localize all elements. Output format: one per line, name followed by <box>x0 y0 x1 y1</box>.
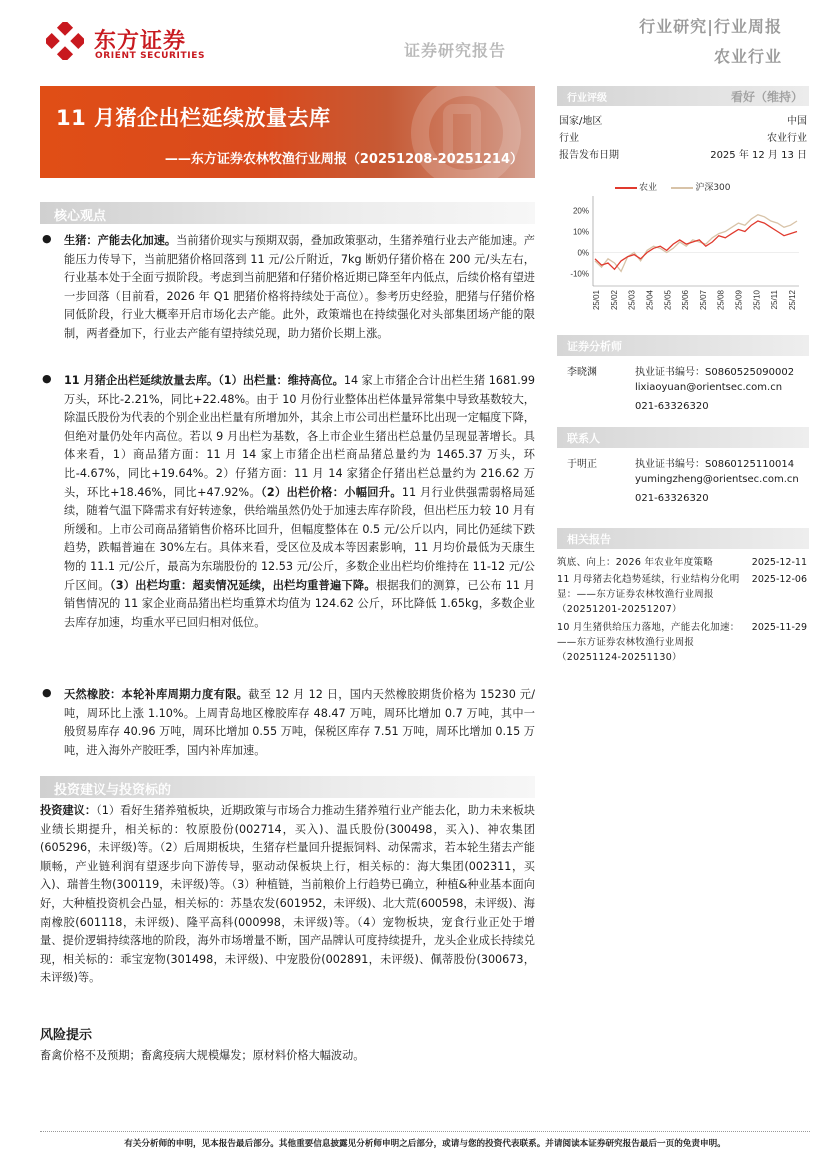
core-views-label: 核心观点 <box>54 209 107 224</box>
title-banner <box>40 86 535 178</box>
info-value: 2025 年 12 月 13 日 <box>710 150 807 161</box>
legend-swatch <box>671 187 693 189</box>
brand-logo-icon <box>46 22 84 60</box>
info-key: 国家/地区 <box>559 116 603 127</box>
x-tick-label: 25/05 <box>663 290 673 311</box>
bullet-lead: （3）出栏均重：超卖情况延续，出栏均重普遍下降。 <box>109 578 376 592</box>
series-line-沪深300 <box>595 215 797 272</box>
x-tick-label: 25/11 <box>770 290 780 310</box>
invest-label: 投资建议与投资标的 <box>54 783 172 798</box>
related-report-date: 2025-12-06 <box>751 574 807 585</box>
contact-block <box>557 427 809 517</box>
core-views-header <box>40 202 535 224</box>
bullet-text <box>64 232 535 344</box>
info-key: 行业 <box>559 133 579 144</box>
y-tick-label: -10% <box>570 269 589 279</box>
bullet-dot-icon: ● <box>42 232 52 245</box>
invest-paragraph <box>40 802 535 988</box>
bullet-slaughter <box>40 372 535 678</box>
analyst-name: 李晓渊 <box>567 367 597 378</box>
related-report-title[interactable]: 10 月生猪供给压力落地，产能去化加速：——东方证券农林牧渔行业周报（20251124-20251130） <box>557 622 740 663</box>
rating-label: 行业评级 <box>567 93 607 104</box>
footer-disclaimer: 有关分析师的申明，见本报告最后部分。其他重要信息披露见分析师申明之后部分，或请与您的投资代表联系。并请阅读本证券研究报告最后一页的免责申明。 <box>124 1139 726 1149</box>
report-category: 行业研究|行业周报 <box>639 17 782 36</box>
related-report-item[interactable] <box>557 572 809 620</box>
x-tick-label: 25/02 <box>609 290 619 311</box>
contact-header <box>557 427 809 448</box>
y-tick-label: 20% <box>572 206 589 216</box>
bullet-body: 14 家上市猪企合计出栏生猪 1681.99 万头，环比-2.21%，同比+22.48%。由于 10 月份行业整体出栏体量异常集中导致基数较大，除温氏股份为代表的个别企业出栏量有所增加外，其余上市公司出栏量环比出现一定幅度下降，但绝对量仍处年内高位。若以 9 月出栏为基数，各上市企业生猪出栏总量仍呈现显著增长。具体来看，1）商品猪方面：11 月 14 家上市猪企出栏商品猪总量约为 1465.37 万头，环比-4.67%，同比+19.64%。2）仔猪方面：11 月 14 家猪企仔猪出栏总量约为 216.62 万头，环比+18.46%，同比+47.92%。 <box>64 374 535 499</box>
bullet-lead: 天然橡胶：本轮补库周期力度有限。 <box>64 688 249 701</box>
rating-value: 看好（维持） <box>730 90 803 104</box>
y-tick-label: 10% <box>572 227 589 237</box>
related-report-item[interactable] <box>557 555 809 572</box>
invest-body: （1）看好生猪养殖板块，近期政策与市场合力推动生猪养殖行业产能去化，助力未来板块业绩长期提升，相关标的：牧原股份(002714，买入)、温氏股份(300498，买入)、神农集团(605296，未评级)等。（2）后周期板块，生猪存栏量回升提振饲料、动保需求，若本轮生猪去产能顺畅，产业链利润有望逐步向下游传导，驱动动保板块上行，相关标的：海大集团(002311，买入)、瑞普生物(300119，未评级)等。（3）种植链，当前粮价上行趋势已确立，种植&种业基本面向好，大种植投资机会凸显，相关标的：苏垦农发(601952，未评级)、北大荒(600598，未评级)、海南橡胶(601118，未评级)、隆平高科(000998，未评级)等。（4）宠物板块，宠食行业正处于增量、提价逻辑持续落地的阶段，海外市场增量不断，国产品牌认可度持续提升，龙头企业成长持续兑现，相关标的：乖宝宠物(301498，未评级)、中宠股份(002891，未评级)、佩蒂股份(300673，未评级)等。 <box>40 804 535 985</box>
x-tick-label: 25/01 <box>592 290 601 311</box>
bullet-body: 根据我们的测算，已公布 11 月销售情况的 11 家企业商品猪出栏均重算术均值为 124.62 公斤，环比降低 1.65kg，多数企业去库存加速，均重水平已回归相对低位。 <box>64 578 535 629</box>
info-key: 报告发布日期 <box>559 150 619 161</box>
info-row <box>557 127 809 144</box>
report-subtitle: ——东方证券农林牧渔行业周报（20251208-20251214） <box>164 152 523 167</box>
info-value: 农业行业 <box>767 133 807 144</box>
analyst-phone: 021-63326320 <box>635 401 709 412</box>
related-reports <box>557 528 809 668</box>
page-header <box>0 0 826 78</box>
bullet-body: 11 月行业供强需弱格局延续，随着气温下降需求有好转迹象，供给端虽然仍处于加速去库存阶段，但出栏压力较 10 月有所缓和。上市公司商品猪销售价格环比回升，但幅度整体在 0.5 元/公斤以内，同比仍延续下跌趋势，跌幅普遍在 30%左右。具体来看，受区位及成本等因素影响，11 月均价最低为天康生物的 11.1 元/公斤，最高为东瑞股份的 12.53 元/公斤，多数企业出栏均价维持在 11-12 元/公斤区间。 <box>64 485 536 592</box>
chart-legend <box>615 180 731 193</box>
footer-divider <box>40 1131 810 1132</box>
bullet-text <box>64 686 535 760</box>
invest-header <box>40 776 535 798</box>
x-tick-label: 25/03 <box>627 290 637 311</box>
analyst-cert: 执业证书编号：S0860525090002 <box>635 367 795 378</box>
related-report-title[interactable]: 11 月母猪去化趋势延续，行业结构分化明显：——东方证券农林牧渔行业周报（20251201-20251207） <box>557 574 740 615</box>
legend-label: 沪深300 <box>695 183 731 193</box>
related-report-item[interactable] <box>557 620 809 668</box>
related-report-title[interactable]: 筑底、向上：2026 年农业年度策略 <box>557 557 714 568</box>
performance-chart <box>557 176 809 324</box>
info-row <box>557 144 809 161</box>
chart-canvas <box>557 176 809 324</box>
x-tick-label: 25/04 <box>645 290 655 311</box>
x-tick-label: 25/12 <box>788 290 797 311</box>
rating-panel <box>557 86 809 161</box>
contact-email[interactable]: yumingzheng@orientsec.com.cn <box>635 474 799 485</box>
analyst-header-label: 证券分析师 <box>567 340 622 353</box>
report-title: 11 月猪企出栏延续放量去库 <box>56 106 331 130</box>
info-row <box>557 110 809 127</box>
contact-phone: 021-63326320 <box>635 493 709 504</box>
bullet-lead: 11 月猪企出栏延续放量去库。（1）出栏量：维持高位。 <box>64 374 344 387</box>
invest-lead: 投资建议： <box>40 804 97 817</box>
x-tick-label: 25/08 <box>716 290 726 311</box>
report-industry: 农业行业 <box>713 47 782 66</box>
brand-name-cn: 东方证券 <box>94 29 187 54</box>
x-tick-label: 25/07 <box>698 290 708 311</box>
bullet-dot-icon: ● <box>42 372 52 385</box>
rating-header <box>557 86 809 106</box>
info-value: 中国 <box>787 116 807 127</box>
contact-name: 于明正 <box>567 459 597 470</box>
bullet-body: 当前猪价现实与预期双弱，叠加政策驱动，生猪养殖行业去产能加速。产能压力传导下，当前肥猪价格回落到 11 元/公斤附近，7kg 断奶仔猪价格在 200 元/头左右，行业基本处于全面亏损阶段。考虑到当前肥猪和仔猪价格近期已降至年内低点，后续价格有望进一步回落（目前看，2026 年 Q1 肥猪价格将持续处于高位）。参考历史经验，肥猪与仔猪价格同低阶段，行业大概率开启市场化去产能。此外，政策端也在持续强化对头部集团场产能的限制，两者叠加下，行业去产能有望持续兑现，助力猪价长期上涨。 <box>64 234 535 340</box>
bullet-lead: 生猪：产能去化加速。 <box>64 234 177 247</box>
report-type: 证券研究报告 <box>404 41 507 60</box>
bullet-lead: （2）出栏价格：小幅回升。 <box>261 485 402 499</box>
bullet-rubber <box>40 686 535 766</box>
related-report-date: 2025-12-11 <box>751 557 807 568</box>
risk-text: 畜禽价格不及预期；畜禽疫病大规模爆发；原材料价格大幅波动。 <box>40 1049 365 1062</box>
bullet-dot-icon: ● <box>42 686 52 699</box>
analyst-email[interactable]: lixiaoyuan@orientsec.com.cn <box>635 382 783 393</box>
analyst-block <box>557 335 809 425</box>
related-report-date: 2025-11-29 <box>751 622 807 633</box>
legend-swatch <box>615 187 637 189</box>
related-header-label: 相关报告 <box>567 533 611 546</box>
brand-name-en: ORIENT SECURITIES <box>95 51 206 61</box>
x-tick-label: 25/06 <box>681 290 691 311</box>
related-header <box>557 528 809 549</box>
x-tick-label: 25/09 <box>734 290 744 311</box>
risk-title: 风险提示 <box>40 1028 93 1043</box>
legend-label: 农业 <box>639 183 658 193</box>
bullet-text <box>64 372 535 632</box>
x-tick-label: 25/10 <box>752 290 762 311</box>
analyst-header <box>557 335 809 356</box>
bullet-hog <box>40 232 535 372</box>
contact-header-label: 联系人 <box>567 432 600 445</box>
contact-cert: 执业证书编号：S0860125110014 <box>635 459 795 470</box>
y-tick-label: 0% <box>577 248 589 258</box>
bullet-body: 截至 12 月 12 日，国内天然橡胶期货价格为 15230 元/吨，周环比上涨 1.10%。上周青岛地区橡胶库存 48.47 万吨，周环比增加 0.7 万吨，其中一般贸易库存 40.96 万吨，周环比增加 0.55 万吨，保税区库存 7.51 万吨，周环比增加 0.15 万吨，进入海外产胶旺季，国内补库加速。 <box>64 688 535 757</box>
